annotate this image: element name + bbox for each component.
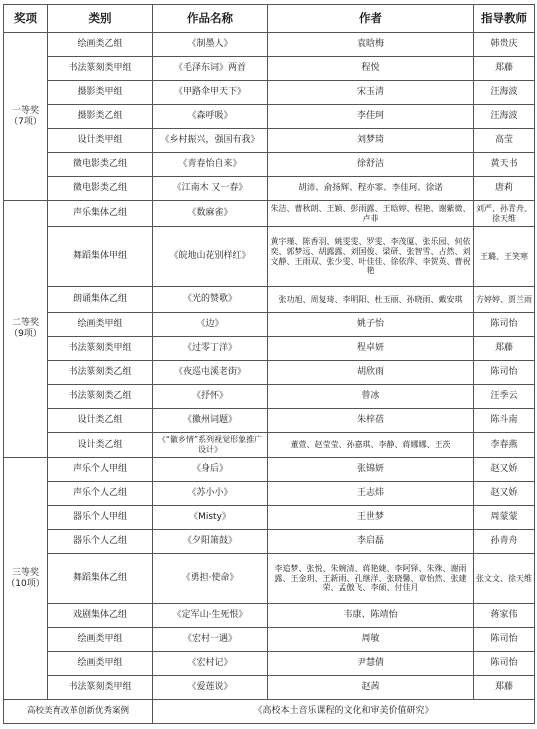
author-cell: 曾冰 xyxy=(268,385,474,409)
category-cell: 声乐个人甲组 xyxy=(48,458,153,482)
author-cell: 张锦妍 xyxy=(268,458,474,482)
title-cell: 《爱莲说》 xyxy=(153,676,268,700)
table-row xyxy=(4,676,535,700)
teacher-cell: 唐莉 xyxy=(474,177,535,201)
author-cell: 王世梦 xyxy=(268,506,474,530)
teacher-cell: 韩贵庆 xyxy=(474,33,535,57)
table-row xyxy=(4,409,535,433)
author-cell: 胡欣雨 xyxy=(268,361,474,385)
teacher-cell: 陈司怡 xyxy=(474,628,535,652)
header-row xyxy=(4,5,535,33)
teacher-cell: 李春燕 xyxy=(474,433,535,458)
title-cell: 《皖地山花别样红》 xyxy=(153,227,268,287)
title-cell: 《江南木 又一春》 xyxy=(153,177,268,201)
table-row xyxy=(4,81,535,105)
table-row xyxy=(4,177,535,201)
author-cell: 尹慧倩 xyxy=(268,652,474,676)
title-cell: 《过零丁洋》 xyxy=(153,337,268,361)
category-cell: 设计类甲组 xyxy=(48,129,153,153)
award-level-cell xyxy=(4,201,48,458)
award-level-count: （10项） xyxy=(6,578,45,589)
category-cell: 朗诵集体乙组 xyxy=(48,287,153,313)
category-cell: 声乐个人乙组 xyxy=(48,482,153,506)
author-cell: 刘梦琦 xyxy=(268,129,474,153)
teacher-cell: 陈斗南 xyxy=(474,409,535,433)
teacher-cell: 陈司怡 xyxy=(474,652,535,676)
category-cell: 器乐个人乙组 xyxy=(48,530,153,554)
author-cell: 赵茜 xyxy=(268,676,474,700)
author-cell: 朱梓蓓 xyxy=(268,409,474,433)
teacher-cell: 王璐、王笑寒 xyxy=(474,227,535,287)
category-cell: 摄影类乙组 xyxy=(48,105,153,129)
table-row xyxy=(4,313,535,337)
footer-label: 高校美育改革创新优秀案例 xyxy=(4,700,153,724)
category-cell: 器乐个人甲组 xyxy=(48,506,153,530)
table-row xyxy=(4,361,535,385)
title-cell: 《数麻雀》 xyxy=(153,201,268,227)
table-row xyxy=(4,554,535,604)
table-row xyxy=(4,105,535,129)
author-cell: 李佳珂 xyxy=(268,105,474,129)
title-cell: 《身后》 xyxy=(153,458,268,482)
award-level-cell xyxy=(4,33,48,201)
title-cell: 《定军山·生死恨》 xyxy=(153,604,268,628)
category-cell: 戏剧集体乙组 xyxy=(48,604,153,628)
category-cell: 绘画类甲组 xyxy=(48,628,153,652)
table-row xyxy=(4,385,535,409)
category-cell: 微电影类乙组 xyxy=(48,153,153,177)
award-level-cell xyxy=(4,458,48,700)
title-cell: 《勇担·使命》 xyxy=(153,554,268,604)
teacher-cell: 高莹 xyxy=(474,129,535,153)
author-cell: 张功旭、周复琦、李明阳、杜玉丽、孙晓雨、戴安琪 xyxy=(268,287,474,313)
category-cell: 绘画类乙组 xyxy=(48,33,153,57)
footer-row xyxy=(4,700,535,724)
teacher-cell: 孙青舟 xyxy=(474,530,535,554)
teacher-cell: 汪季云 xyxy=(474,385,535,409)
category-cell: 绘画类甲组 xyxy=(48,652,153,676)
teacher-cell: 赵又娇 xyxy=(474,482,535,506)
teacher-cell: 周蒙蒙 xyxy=(474,506,535,530)
table-row xyxy=(4,652,535,676)
author-cell: 王志炜 xyxy=(268,482,474,506)
title-cell: 《宏村一遇》 xyxy=(153,628,268,652)
category-cell: 设计类乙组 xyxy=(48,433,153,458)
header-teacher: 指导教师 xyxy=(474,5,535,33)
category-cell: 书法篆刻类甲组 xyxy=(48,57,153,81)
teacher-cell: 郑藤 xyxy=(474,337,535,361)
table-row xyxy=(4,227,535,287)
teacher-cell: 赵又娇 xyxy=(474,458,535,482)
header-author: 作者 xyxy=(268,5,474,33)
teacher-cell: 方婷婷、贾兰雨 xyxy=(474,287,535,313)
table-row xyxy=(4,530,535,554)
table-row xyxy=(4,337,535,361)
footer-title: 《高校本土音乐课程的文化和审美价值研究》 xyxy=(153,700,535,724)
author-cell: 黄宇瑾、陈香羽、姚雯雯、罗雯、李茂厦、张乐园、何依奕、郭梦远、胡露露、刘国俊、梁研、张智雪、占然、刘文静、王雨双、张少雯、叶佳佳、徐依萍、李贺英、曹祝艳 xyxy=(268,227,474,287)
author-cell: 程卓妍 xyxy=(268,337,474,361)
title-cell: 《光的赞歌》 xyxy=(153,287,268,313)
title-cell: 《乡村振兴，强国有我》 xyxy=(153,129,268,153)
title-cell: 《宏村记》 xyxy=(153,652,268,676)
author-cell: 李追梦、张悦、朱婉清、蒋艳婕、李阿铎、朱殊、谢雨露、王金玥、王新雨、孔继洋、张晓馨、章怡然、张建荣、孟傲飞、李硕、付佳月 xyxy=(268,554,474,604)
category-cell: 舞蹈集体乙组 xyxy=(48,554,153,604)
title-cell: 《甲路伞甲天下》 xyxy=(153,81,268,105)
title-cell: 《毛泽东词》两首 xyxy=(153,57,268,81)
category-cell: 绘画类甲组 xyxy=(48,313,153,337)
award-level-count: （7项） xyxy=(9,116,42,127)
table-row xyxy=(4,458,535,482)
author-cell: 程悦 xyxy=(268,57,474,81)
category-cell: 书法篆刻类乙组 xyxy=(48,385,153,409)
title-cell: 《夜巡屯溪老街》 xyxy=(153,361,268,385)
author-cell: 李启磊 xyxy=(268,530,474,554)
category-cell: 书法篆刻类乙组 xyxy=(48,361,153,385)
header-category: 类别 xyxy=(48,5,153,33)
title-cell: 《徽州词题》 xyxy=(153,409,268,433)
category-cell: 微电影类乙组 xyxy=(48,177,153,201)
teacher-cell: 陈司怡 xyxy=(474,361,535,385)
header-award: 奖项 xyxy=(4,5,48,33)
table-row xyxy=(4,482,535,506)
award-level-count: （9项） xyxy=(9,329,42,339)
table-row xyxy=(4,604,535,628)
title-cell: 《森呼吸》 xyxy=(153,105,268,129)
table-row xyxy=(4,287,535,313)
title-cell: 《“徽乡情”系列视觉形象推广设计》 xyxy=(153,433,268,458)
table-row xyxy=(4,506,535,530)
award-table xyxy=(3,4,535,724)
author-cell: 姚子怡 xyxy=(268,313,474,337)
title-cell: 《抒怀》 xyxy=(153,385,268,409)
teacher-cell: 蒋家伟 xyxy=(474,604,535,628)
teacher-cell: 陈司怡 xyxy=(474,313,535,337)
category-cell: 书法篆刻类甲组 xyxy=(48,676,153,700)
teacher-cell: 郑藤 xyxy=(474,57,535,81)
table-row xyxy=(4,433,535,458)
title-cell: 《边》 xyxy=(153,313,268,337)
author-cell: 朱洁、曹秋朗、王颖、彭雨露、王晗婷、程艳、谢紫微、卢菲 xyxy=(268,201,474,227)
author-cell: 董萱、赵莹莹、孙嘉琪、李静、蒋娜娜、王茨 xyxy=(268,433,474,458)
author-cell: 徐舒洁 xyxy=(268,153,474,177)
teacher-cell: 黄天书 xyxy=(474,153,535,177)
category-cell: 声乐集体乙组 xyxy=(48,201,153,227)
category-cell: 设计类乙组 xyxy=(48,409,153,433)
category-cell: 书法篆刻类甲组 xyxy=(48,337,153,361)
award-level-label: 一等奖 xyxy=(11,105,39,116)
teacher-cell: 郑藤 xyxy=(474,676,535,700)
teacher-cell: 汪海波 xyxy=(474,81,535,105)
title-cell: 《Misty》 xyxy=(153,506,268,530)
title-cell: 《制墨人》 xyxy=(153,33,268,57)
table-row xyxy=(4,33,535,57)
header-title: 作品名称 xyxy=(153,5,268,33)
award-level-label: 三等奖 xyxy=(11,567,39,578)
table-row xyxy=(4,57,535,81)
table-row xyxy=(4,628,535,652)
author-cell: 袁晗梅 xyxy=(268,33,474,57)
author-cell: 周敏 xyxy=(268,628,474,652)
category-cell: 舞蹈集体甲组 xyxy=(48,227,153,287)
author-cell: 韦康、陈靖怡 xyxy=(268,604,474,628)
teacher-cell: 张文文、徐天维 xyxy=(474,554,535,604)
category-cell: 摄影类甲组 xyxy=(48,81,153,105)
title-cell: 《青春怡自来》 xyxy=(153,153,268,177)
table-row xyxy=(4,201,535,227)
teacher-cell: 刘严、孙青舟、徐天维 xyxy=(474,201,535,227)
author-cell: 胡沛、俞扬辉、程亦霏、李佳珂、徐诺 xyxy=(268,177,474,201)
teacher-cell: 汪海波 xyxy=(474,105,535,129)
title-cell: 《苏小小》 xyxy=(153,482,268,506)
author-cell: 宋玉清 xyxy=(268,81,474,105)
table-row xyxy=(4,153,535,177)
award-level-label: 二等奖 xyxy=(11,318,39,328)
title-cell: 《夕阳箫鼓》 xyxy=(153,530,268,554)
table-row xyxy=(4,129,535,153)
